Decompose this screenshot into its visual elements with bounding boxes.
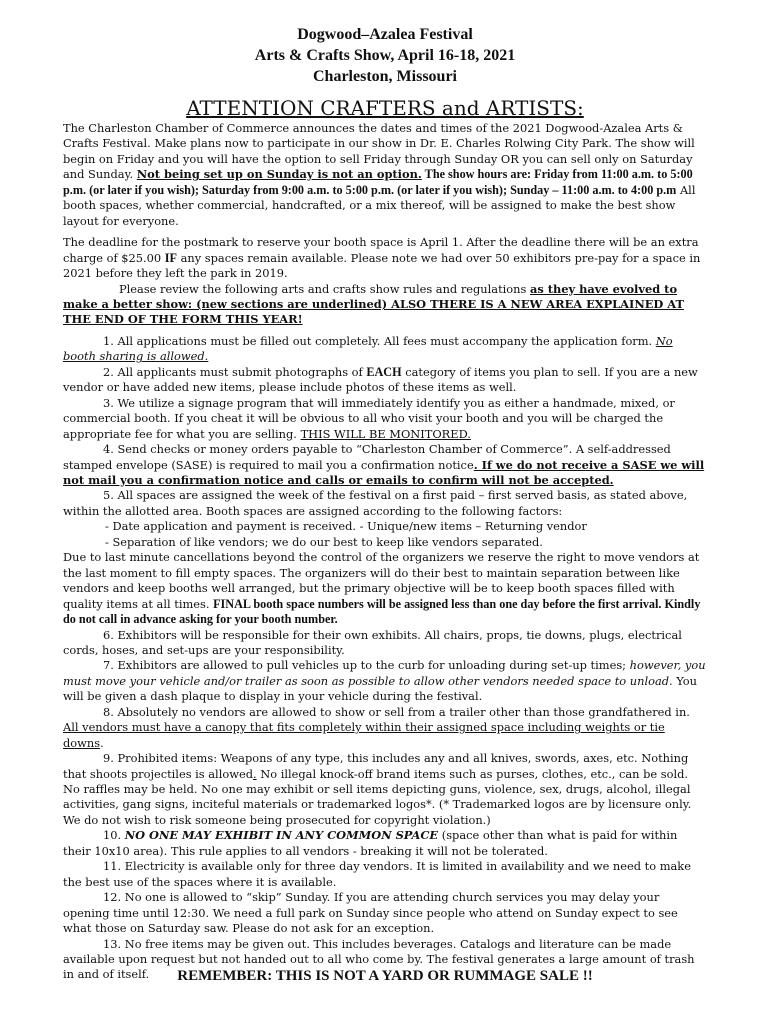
rule-5-factor-1: - Date application and payment is received. - Unique/new items – Returning vendor [105, 519, 587, 534]
rule-9 [63, 751, 706, 828]
rule-4-sase-warning: . If we do not receive a SASE we will not mail you a confirmation notice and calls or emails to confirm will not be accepted. [63, 457, 705, 487]
rule-1-text: 1. All applications must be filled out completely. All fees must accompany the application form. [103, 333, 656, 348]
rule-7-text-2: You will be given a dash plaque to display in your vehicle during the festival. [63, 673, 697, 704]
review-text: Please review the following arts and crafts show rules and regulations [119, 281, 530, 296]
rule-10-number: 10. [103, 828, 125, 843]
rule-8-text: 8. Absolutely no vendors are allowed to show or sell from a trailer other than those grandfathered in. [103, 704, 690, 719]
rule-2-each: EACH [366, 364, 402, 379]
rule-8 [63, 705, 706, 751]
review-new-area: ALSO THERE IS A NEW AREA EXPLAINED AT THE END OF THE FORM THIS YEAR! [63, 296, 684, 327]
document-body [63, 121, 706, 983]
deadline-paragraph [63, 235, 706, 281]
rule-6: 6. Exhibitors will be responsible for their own exhibits. All chairs, props, tie downs, plugs, electrical cords, hoses, and set-ups are your responsibility. [63, 627, 682, 657]
review-paragraph [63, 282, 706, 328]
review-evolved: as they have evolved to make a better show: (new sections are underlined) [63, 281, 678, 311]
show-title-dates: Arts & Crafts Show, April 16-18, 2021 [254, 47, 516, 64]
rule-9-text: 9. Prohibited items: Weapons of any type, this includes any and all knives, swords, axes, etc. Nothing that shoots projectiles is allowed [63, 751, 689, 781]
deadline-if: IF [164, 250, 177, 265]
rule-5-cancellations [63, 550, 706, 627]
rule-5-factor-2: - Separation of like vendors; we do our best to keep like vendors separated. [105, 534, 543, 549]
rule-9-text-2: No illegal knock-off brand items such as purses, clothes, etc., can be sold. No raffles may be held. No one may exhibit or sell items depicting guns, violence, sex, drugs, alcohol, illegal activities, gang signs, inciteful materials or trademarked logos*. (* Trademarked logos are by licensure only. We do not wish to risk someone being prosecuted for copyright violation.) [63, 766, 692, 827]
intro-text: The Charleston Chamber of Commerce announces the dates and times of the 2021 Dogwood-Azalea Arts & Crafts Festival. Make plans now to participate in our show in Dr. E. Charles Rolwing City Park. The show will begin on Friday and you will have the option to sell Friday through Sunday OR you can sell only on Saturday and Sunday. [63, 121, 695, 182]
festival-title: Dogwood–Azalea Festival [297, 26, 473, 43]
rule-7-move-vehicle: however, you must move your vehicle and/or trailer as soon as possible to allow other vendors needed space to unload. [63, 658, 706, 688]
rule-10-text: (space other than what is paid for within their 10x10 area). This rule applies to all vendors - breaking it will not be tolerated. [63, 828, 678, 858]
rule-5 [63, 488, 706, 519]
rule-2-text-2: category of items you plan to sell. If you are a new vendor or have added new items, please include photos of these items as well. [63, 364, 698, 395]
rule-5-text: 5. All spaces are assigned the week of the festival on a first paid – first served basis, as stated above, within the allotted area. Booth spaces are assigned according to the following factors: [63, 488, 688, 518]
intro-booth-text: All booth spaces, whether commercial, handcrafted, or a mix thereof, will be assigned to make the best show layout for everyone. [63, 182, 696, 228]
rule-4 [63, 442, 706, 488]
rule-10 [63, 828, 706, 859]
rule-7 [63, 658, 706, 704]
rule-3-text: 3. We utilize a signage program that will immediately identify you as either a handmade, mixed, or commercial booth. If you cheat it will be obvious to all who visit your booth and you will be charged the appropriate fee for what you are selling. [63, 395, 675, 441]
rule-1 [63, 334, 706, 365]
rule-5-final-numbers: FINAL booth space numbers will be assigned less than one day before the first arrival. Kindly do not call in advance asking for your booth number. [63, 596, 701, 627]
rule-4-text: 4. Send checks or money orders payable to “Charleston Chamber of Commerce”. A self-addressed stamped envelope (SASE) is required to mail you a confirmation notice [63, 442, 671, 472]
rule-8-period: . [100, 735, 104, 750]
rule-5-cancel-text: Due to last minute cancellations beyond the control of the organizers we reserve the right to move vendors at the last moment to fill empty spaces. The organizers will do their best to maintain separation between like vendors and keep booths well arranged, but the primary objective will be to keep booth spaces filled with quality items at all times. [63, 550, 700, 611]
rule-2 [63, 365, 706, 396]
deadline-text-2: any spaces remain available. Please note we had over 50 exhibitors pre-pay for a space in 2021 before they left the park in 2019. [63, 250, 701, 281]
rule-10-common-space: NO ONE MAY EXHIBIT IN ANY COMMON SPACE [124, 828, 439, 843]
rule-8-canopy: All vendors must have a canopy that fits completely within their assigned space including weights or tie downs [63, 720, 665, 750]
rule-3 [63, 396, 706, 442]
intro-paragraph [63, 121, 706, 229]
show-hours: The show hours are: Friday from 11:00 a.m. to 5:00 p.m. (or later if you wish); Saturday from 9:00 a.m. to 5:00 p.m. (or later if you wish); Sunday – 11:00 a.m. to 4:00 p.m [63, 167, 693, 197]
rule-3-monitored: THIS WILL BE MONITORED. [300, 426, 471, 441]
rule-1-no-sharing: No booth sharing is allowed. [63, 333, 673, 364]
festival-location: Charleston, Missouri [313, 68, 457, 85]
rule-12: 12. No one is allowed to “skip” Sunday. If you are attending church services you may delay your opening time until 12:30. We need a full park on Sunday since people who attend on Sunday expect to see what those on Saturday saw. Please do not ask for an exception. [63, 890, 678, 936]
rule-2-text: 2. All applicants must submit photographs of [103, 364, 367, 379]
deadline-text: The deadline for the postmark to reserve your booth space is April 1. After the deadline there will be an extra charge of $25.00 [63, 235, 699, 265]
rule-7-text: 7. Exhibitors are allowed to pull vehicles up to the curb for unloading during set-up times; [103, 658, 630, 673]
rule-13: 13. No free items may be given out. This includes beverages. Catalogs and literature can be made available upon request but not handed out to all who come by. The festival generates a large amount of trash in and of itself. [63, 936, 695, 982]
attention-heading: ATTENTION CRAFTERS and ARTISTS: [186, 96, 584, 120]
remember-footer: REMEMBER: THIS IS NOT A YARD OR RUMMAGE SALE !! [177, 968, 593, 984]
rule-11: 11. Electricity is available only for three day vendors. It is limited in availability and we need to make the best use of the spaces where it is available. [63, 859, 691, 889]
festival-header [0, 24, 770, 87]
intro-sunday-warning: Not being set up on Sunday is not an option. [136, 167, 422, 182]
rule-9-period: . [253, 766, 257, 781]
